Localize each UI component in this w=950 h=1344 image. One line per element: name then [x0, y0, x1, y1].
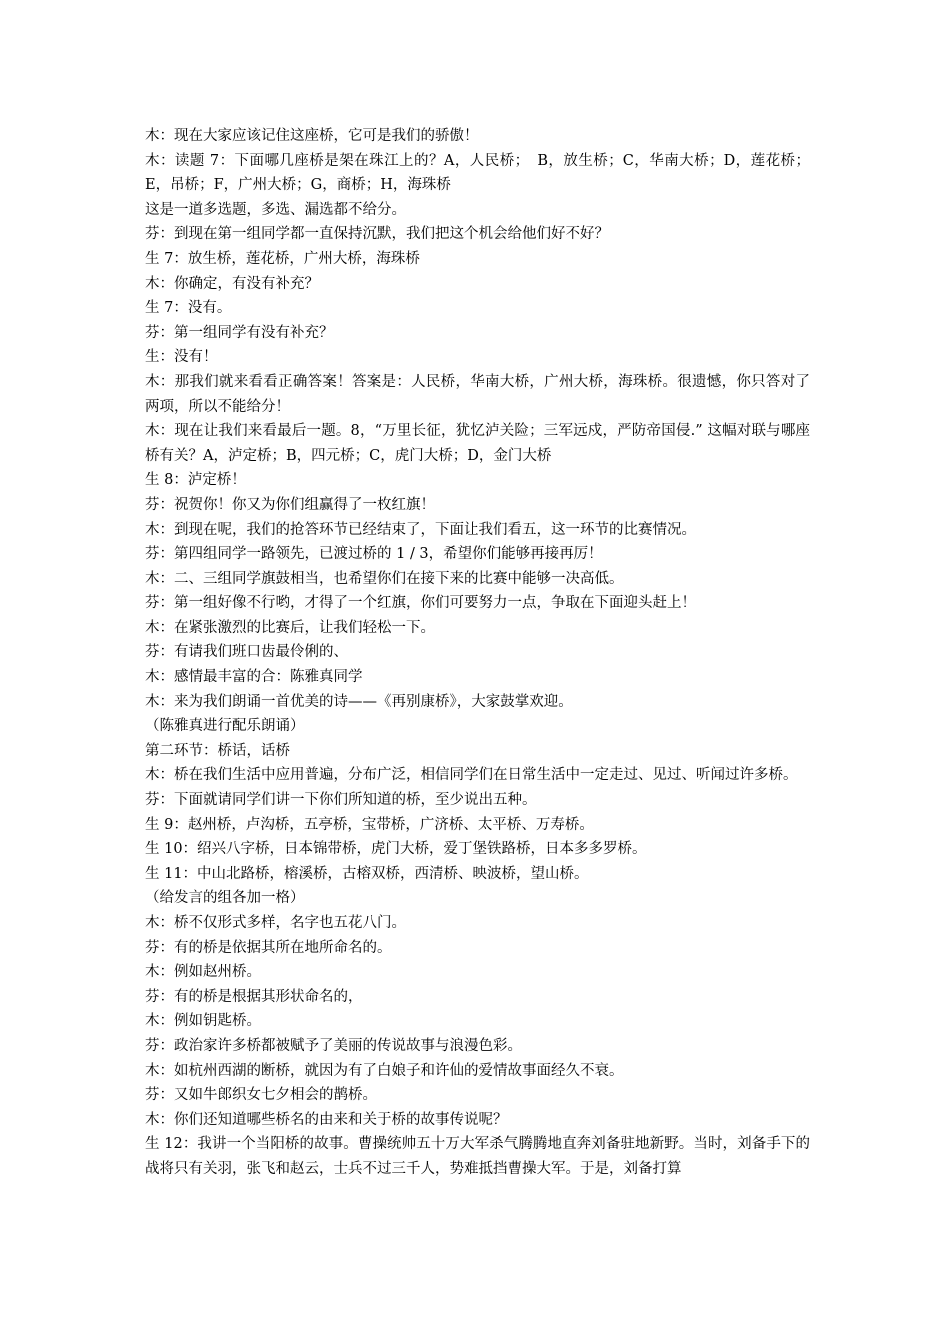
document-body: [145, 124, 810, 1182]
document-paragraph: 生 10：绍兴八字桥，日本锦带桥，虎门大桥，爱丁堡铁路桥，日本多多罗桥。: [145, 841, 647, 858]
document-paragraph: 生 7：没有。: [145, 300, 232, 317]
document-paragraph: 木：你确定，有没有补充？: [145, 275, 319, 292]
document-paragraph: 木：桥不仅形式多样，名字也五花八门。: [145, 915, 406, 931]
document-paragraph: 芬：政治家许多桥都被赋予了美丽的传说故事与浪漫色彩。: [145, 1037, 522, 1054]
document-paragraph: 芬：第一组好像不行哟，才得了一个红旗，你们可要努力一点，争取在下面迎头赶上！: [145, 595, 696, 612]
document-paragraph: 芬：第一组同学有没有补充？: [145, 324, 334, 341]
document-paragraph: 木：例如钥匙桥。: [145, 1013, 261, 1030]
document-paragraph: 芬：第四组同学一路领先，已渡过桥的 1 / 3，希望你们能够再接再厉！: [145, 546, 603, 563]
document-paragraph: 木：如杭州西湖的断桥，就因为有了白娘子和许仙的爱情故事面经久不衰。: [145, 1062, 624, 1079]
document-paragraph: 木：现在让我们来看最后一题。8，“万里长征，犹忆泸关险；三军远戍，严防帝国侵.” 这幅对联与哪座桥有关？A，泸定桥；B，四元桥；C，虎门大桥；D，金门大桥: [145, 423, 810, 464]
document-paragraph: 木：二、三组同学旗鼓相当，也希望你们在接下来的比赛中能够一决高低。: [145, 570, 624, 587]
document-paragraph: 芬：祝贺你！你又为你们组赢得了一枚红旗！: [145, 496, 435, 513]
document-paragraph: （陈雅真进行配乐朗诵）: [145, 718, 305, 735]
document-paragraph: 生 9：赵州桥，卢沟桥，五亭桥，宝带桥，广济桥、太平桥、万寿桥。: [145, 816, 594, 833]
document-paragraph: 第二环节：桥话，话桥: [145, 742, 290, 759]
document-paragraph: 芬：又如牛郎织女七夕相会的鹊桥。: [145, 1087, 377, 1104]
document-paragraph: 木：例如赵州桥。: [145, 964, 261, 981]
document-paragraph: 芬：到现在第一组同学都一直保持沉默，我们把这个机会给他们好不好？: [145, 226, 609, 243]
document-paragraph: 木：来为我们朗诵一首优美的诗——《再别康桥》，大家鼓掌欢迎。: [145, 693, 573, 710]
document-paragraph: 这是一道多选题，多选、漏选都不给分。: [145, 201, 406, 218]
document-paragraph: 生 12：我讲一个当阳桥的故事。曹操统帅五十万大军杀气腾腾地直奔刘备驻地新野。当时，刘备手下的战将只有关羽，张飞和赵云，士兵不过三千人，势难抵挡曹操大军。于是，刘备打算: [145, 1136, 810, 1177]
document-paragraph: 木：桥在我们生活中应用普遍，分布广泛，相信同学们在日常生活中一定走过、见过、听闻过许多桥。: [145, 767, 798, 784]
document-paragraph: 生 11：中山北路桥，榕溪桥，古榕双桥，西清桥、映波桥，望山桥。: [145, 865, 589, 882]
document-paragraph: 木：到现在呢，我们的抢答环节已经结束了，下面让我们看五，这一环节的比赛情况。: [145, 521, 696, 538]
document-paragraph: 芬：有请我们班口齿最伶俐的、: [145, 644, 348, 661]
document-paragraph: 芬：有的桥是根据其形状命名的，: [145, 988, 363, 1005]
document-paragraph: 木：你们还知道哪些桥名的由来和关于桥的故事传说呢？: [145, 1111, 508, 1128]
document-paragraph: 生：没有！: [145, 349, 218, 366]
document-paragraph: 生 8：泸定桥！: [145, 472, 246, 489]
document-paragraph: 木：感情最丰富的合：陈雅真同学: [145, 669, 363, 686]
document-paragraph: 木：那我们就来看看正确答案！答案是：人民桥，华南大桥，广州大桥，海珠桥。很遗憾，你只答对了两项，所以不能给分！: [145, 373, 810, 415]
document-paragraph: 芬：有的桥是依据其所在地所命名的。: [145, 939, 392, 956]
document-paragraph: 木：读题 7：下面哪几座桥是架在珠江上的？A，人民桥； B，放生桥；C，华南大桥；D，莲花桥；E，吊桥；F，广州大桥；G，商桥；H，海珠桥: [145, 152, 810, 194]
document-paragraph: 生 7：放生桥，莲花桥，广州大桥，海珠桥: [145, 250, 420, 267]
document-paragraph: 木：在紧张激烈的比赛后，让我们轻松一下。: [145, 619, 435, 636]
document-paragraph: 木：现在大家应该记住这座桥，它可是我们的骄傲！: [145, 128, 479, 144]
document-paragraph: 芬：下面就请同学们讲一下你们所知道的桥，至少说出五种。: [145, 792, 537, 809]
document-paragraph: （给发言的组各加一格）: [145, 890, 305, 907]
